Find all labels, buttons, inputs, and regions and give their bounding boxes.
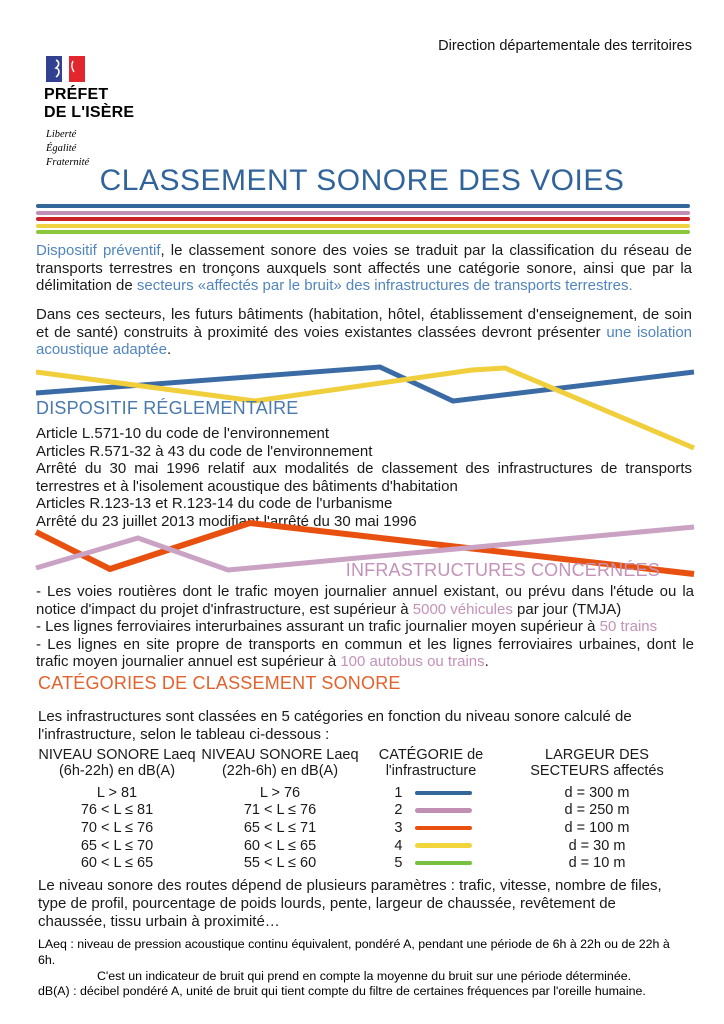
- outro-paragraph: Le niveau sonore des routes dépend de plusieurs paramètres : trafic, vitesse, nombre de files, type de profil, pourcentage de poids lourds, pente, largeur de chaussée, revêtement de chaussée, tissu urbain à proximité…: [38, 877, 662, 930]
- header-categorie: CATÉGORIE de l'infrastructure: [378, 747, 484, 779]
- header-largeur: LARGEUR DES SECTEURS affectés: [530, 747, 664, 779]
- reglementaire-article-list: [36, 425, 692, 531]
- footnote-dba: dB(A) : décibel pondéré A, unité de bruit qui tient compte du filtre de certaines fréquences par l'oreille humaine.: [38, 984, 646, 999]
- bullet-item-transports-commun: - Les lignes en site propre de transports en commun et les lignes ferroviaires urbaines, dont le trafic moyen journalier annuel est supérieur à 100 autobus ou trains.: [36, 635, 694, 671]
- bullet-item-ferroviaires: - Les lignes ferroviaires interurbaines assurant un trafic journalier moyen supérieur à 50 trains: [36, 618, 658, 636]
- bullet-item-routes: - Les voies routières dont le trafic moyen journalier annuel existant, ou prévu dans l'étude ou la notice d'impact du projet d'infrastructure, est supérieur à 5000 véhicules par jour (TMJA): [36, 583, 694, 618]
- categories-intro: Les infrastructures sont classées en 5 catégories en fonction du niveau sonore calculé de l'infrastructure, selon le tableau ci-dessous :: [38, 708, 632, 743]
- category-line-swatch: [415, 791, 472, 796]
- header-niveau-jour: NIVEAU SONORE Laeq (6h-22h) en dB(A): [38, 747, 196, 779]
- section-heading-categories: CATÉGORIES DE CLASSEMENT SONORE: [38, 673, 401, 693]
- highlight-isolation-acoustique: une isolation acoustique adaptée: [36, 323, 693, 359]
- title-bar-yellow: [36, 224, 690, 228]
- noise-classification-table: [36, 748, 694, 872]
- title-bar-red: [36, 217, 690, 221]
- article-item: Arrêté du 30 mai 1996 relatif aux modalités de classement des infrastructures de transports terrestres et à l'isolement acoustique des bâtiments d'habitation: [36, 460, 692, 495]
- table-row: 65 < L ≤ 70 60 < L ≤ 65 4 d = 30 m: [80, 837, 626, 854]
- highlight-50-trains: 50 trains: [599, 618, 658, 636]
- page-title: CLASSEMENT SONORE DES VOIES: [99, 164, 625, 197]
- intro-p1-text: , le classement sonore des voies se traduit par la classification du réseau de transports terrestres en tronçons auxquels sont affectés une catégorie sonore, ainsi que par la délimitation de: [36, 242, 692, 295]
- title-color-bars: [36, 204, 690, 237]
- intro-paragraph-2: [36, 306, 692, 359]
- highlight-5000-vehicules: 5000 véhicules: [412, 600, 513, 618]
- category-line-swatch: [415, 843, 472, 848]
- republic-motto: Liberté Égalité Fraternité: [46, 129, 90, 168]
- category-line-swatch: [415, 808, 472, 813]
- article-item: Arrêté du 23 juillet 2013 modifiant l'arrêté du 30 mai 1996: [36, 512, 417, 530]
- article-item: Articles R.571-32 à 43 du code de l'environnement: [36, 442, 373, 460]
- section-heading-reglementaire: DISPOSITIF RÉGLEMENTAIRE: [36, 398, 299, 418]
- highlight-dispositif-preventif: Dispositif préventif: [36, 242, 161, 259]
- title-bar-pink: [36, 211, 690, 215]
- table-row: 60 < L ≤ 65 55 < L ≤ 60 5 d = 10 m: [80, 855, 626, 872]
- title-bar-green: [36, 230, 690, 234]
- intro-paragraph-1: [36, 242, 692, 295]
- french-flag-icon: [46, 56, 86, 82]
- article-item: Articles R.123-13 et R.123-14 du code de l'urbanisme: [36, 495, 393, 513]
- table-row: 70 < L ≤ 76 65 < L ≤ 71 3 d = 100 m: [80, 819, 630, 836]
- table-row: 76 < L ≤ 81 71 < L ≤ 76 2 d = 250 m: [80, 802, 630, 819]
- category-line-swatch: [415, 826, 472, 831]
- category-line-swatch: [415, 861, 472, 866]
- footnotes: [38, 937, 690, 1000]
- direction-label: Direction départementale des territoires: [438, 38, 692, 54]
- title-bar-blue: [36, 204, 690, 208]
- section-heading-infrastructures: INFRASTRUCTURES CONCERNÉES: [345, 560, 660, 580]
- article-item: Article L.571-10 du code de l'environnement: [36, 425, 330, 442]
- highlight-secteurs-bruit: secteurs «affectés par le bruit» des infrastructures de transports terrestres.: [136, 277, 633, 295]
- highlight-100-autobus: 100 autobus ou trains: [340, 653, 485, 671]
- header-niveau-nuit: NIVEAU SONORE Laeq (22h-6h) en dB(A): [201, 747, 359, 779]
- government-logo: [44, 56, 134, 170]
- prefect-name: PRÉFET DE L'ISÈRE: [44, 86, 135, 122]
- intro-p2-period: .: [166, 341, 172, 359]
- table-header-row: [36, 748, 694, 779]
- footnote-laeq-line2: C'est un indicateur de bruit qui prend en compte la moyenne du bruit sur une période déterminée.: [96, 968, 632, 983]
- footnote-laeq-line1: LAeq : niveau de pression acoustique continu équivalent, pondéré A, pendant une période de 6h à 22h ou de 22h à 6h.: [38, 937, 670, 967]
- intro-p2-text: Dans ces secteurs, les futurs bâtiments (habitation, hôtel, établissement d'enseignement, de soin et de santé) construits à proximité des voies existantes classées devront présenter: [36, 306, 692, 341]
- infrastructures-bullet-list: [36, 583, 694, 671]
- table-row: L > 81 L > 76 1 d = 300 m: [96, 784, 630, 801]
